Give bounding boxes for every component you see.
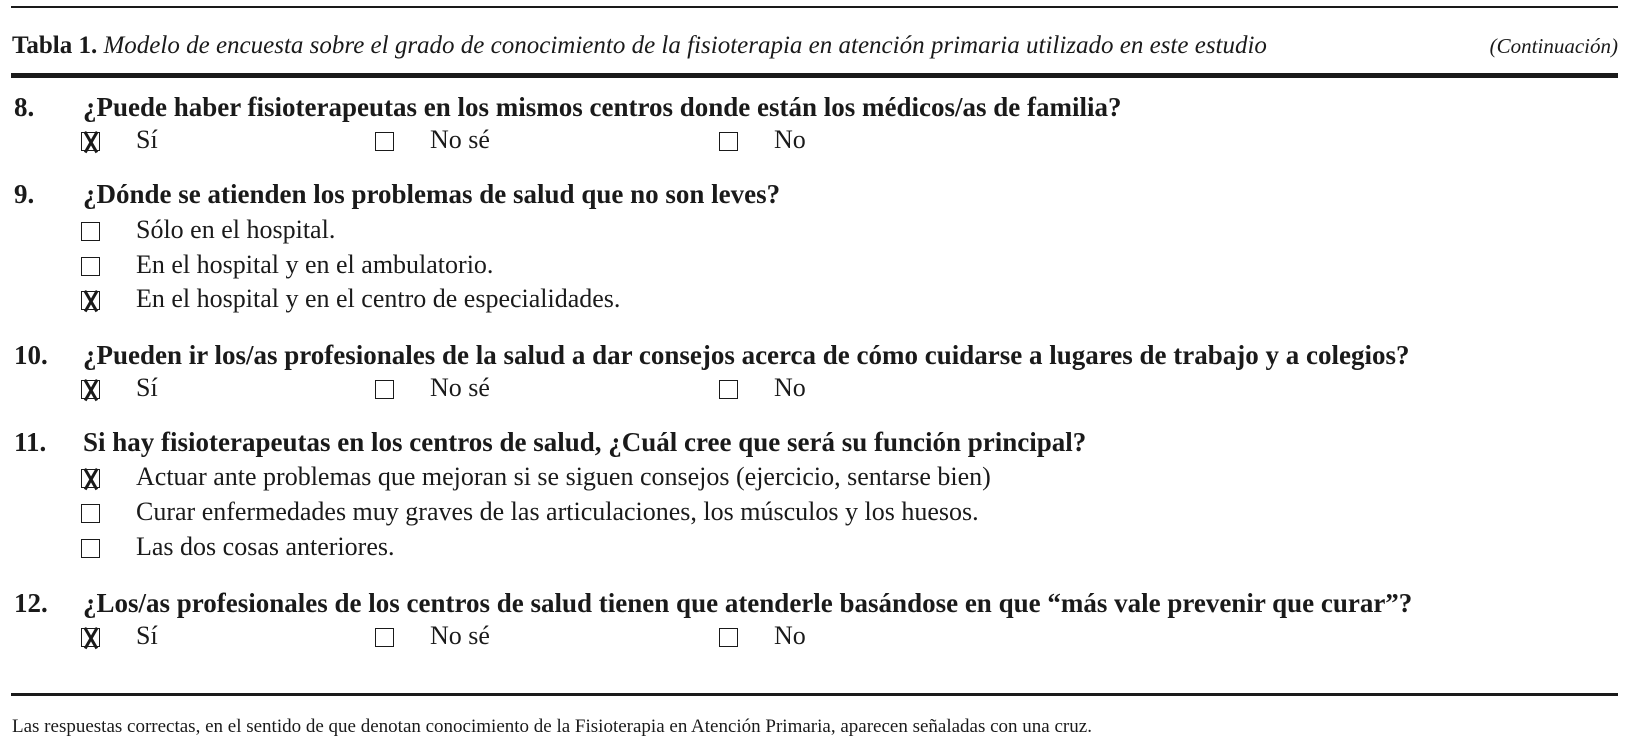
option-label: Sólo en el hospital. [136,215,336,244]
option-label: No sé [430,621,490,650]
checkbox-icon[interactable] [375,628,394,647]
table-continuation: (Continuación) [1489,34,1618,58]
option-label: No sé [430,373,490,402]
table-caption: Modelo de encuesta sobre el grado de conocimiento de la fisioterapia en atención primaria utilizado en este estudio [103,32,1267,59]
header-rule [11,73,1618,78]
checked-box-icon[interactable] [81,380,100,399]
checkbox-icon[interactable] [719,132,738,151]
question-number: 11. [14,427,47,457]
option-label: Curar enfermedades muy graves de las articulaciones, los músculos y los huesos. [136,497,979,526]
option-label: Las dos cosas anteriores. [136,532,395,561]
checkbox-icon[interactable] [81,257,100,276]
option-label: Actuar ante problemas que mejoran si se siguen consejos (ejercicio, sentarse bien) [136,462,991,491]
bottom-rule [11,693,1618,696]
table-label: Tabla 1. [12,32,98,59]
table-title [12,29,1618,63]
option-label: No [774,125,806,154]
checked-box-icon[interactable] [81,628,100,647]
checkbox-icon[interactable] [81,222,100,241]
question-text: ¿Los/as profesionales de los centros de salud tienen que atenderle basándose en que “más vale prevenir que curar”? [83,588,1413,618]
option-label: En el hospital y en el centro de especialidades. [136,284,621,313]
option-label: Sí [136,621,158,650]
question-text: ¿Pueden ir los/as profesionales de la salud a dar consejos acerca de cómo cuidarse a lugares de trabajo y a colegios? [83,340,1410,370]
checked-box-icon[interactable] [81,291,100,310]
checkbox-icon[interactable] [719,380,738,399]
checkbox-icon[interactable] [719,628,738,647]
option-label: No [774,373,806,402]
question-number: 10. [14,340,48,370]
top-rule [11,6,1618,8]
question-text: ¿Dónde se atienden los problemas de salud que no son leves? [83,179,781,209]
checked-box-icon[interactable] [81,132,100,151]
option-label: En el hospital y en el ambulatorio. [136,250,494,279]
checked-box-icon[interactable] [81,469,100,488]
option-label: Sí [136,373,158,402]
checkbox-icon[interactable] [375,380,394,399]
question-number: 12. [14,588,48,618]
question-number: 9. [14,179,35,209]
option-label: No sé [430,125,490,154]
option-label: Sí [136,125,158,154]
question-text: Si hay fisioterapeutas en los centros de salud, ¿Cuál cree que será su función principal? [83,427,1087,457]
footnote: Las respuestas correctas, en el sentido de que denotan conocimiento de la Fisioterapia en Atención Primaria, aparecen señaladas con una cruz. [12,716,1092,737]
question-text: ¿Puede haber fisioterapeutas en los mismos centros donde están los médicos/as de familia? [83,92,1122,122]
checkbox-icon[interactable] [375,132,394,151]
checkbox-icon[interactable] [81,539,100,558]
checkbox-icon[interactable] [81,504,100,523]
question-number: 8. [14,92,35,122]
option-label: No [774,621,806,650]
